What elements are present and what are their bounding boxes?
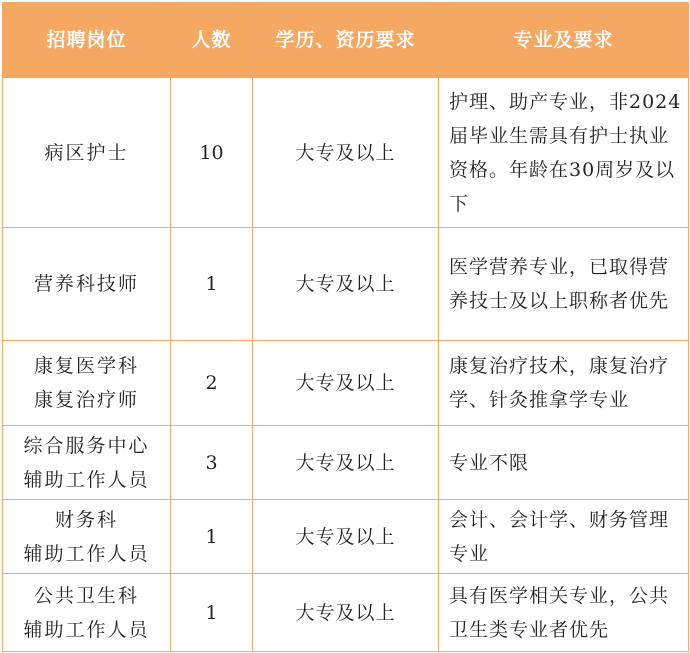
position-cell xyxy=(3,341,171,426)
header-row xyxy=(3,3,689,78)
count-cell: 1 xyxy=(171,574,253,652)
header-requirement: 专业及要求 xyxy=(439,3,689,78)
education-cell: 大专及以上 xyxy=(253,341,439,426)
table-row xyxy=(3,574,689,652)
position-cell xyxy=(3,574,171,652)
count-cell: 10 xyxy=(171,78,253,228)
position-title: 辅助工作人员 xyxy=(23,542,150,565)
count-cell: 3 xyxy=(171,426,253,500)
education-cell: 大专及以上 xyxy=(253,574,439,652)
recruitment-table xyxy=(2,2,689,652)
requirement-cell: 医学营养专业，已取得营养技士及以上职称者优先 xyxy=(439,228,689,341)
position-title: 辅助工作人员 xyxy=(23,618,150,641)
education-cell: 大专及以上 xyxy=(253,228,439,341)
position-department: 财务科 xyxy=(54,508,118,531)
header-education: 学历、资历要求 xyxy=(253,3,439,78)
position-department: 公共卫生科 xyxy=(33,584,139,607)
position-title: 辅助工作人员 xyxy=(23,468,150,491)
table-row xyxy=(3,78,689,228)
requirement-cell: 会计、会计学、财务管理专业 xyxy=(439,500,689,574)
position-cell xyxy=(3,500,171,574)
requirement-cell: 康复治疗技术，康复治疗学、针灸推拿学专业 xyxy=(439,341,689,426)
table-row xyxy=(3,426,689,500)
position-cell xyxy=(3,426,171,500)
table-row xyxy=(3,500,689,574)
requirement-cell: 护理、助产专业，非2024届毕业生需具有护士执业资格。年龄在30周岁及以下 xyxy=(439,78,689,228)
table-row xyxy=(3,341,689,426)
table-body xyxy=(3,78,689,652)
position-title: 康复治疗师 xyxy=(33,389,139,411)
position-department: 综合服务中心 xyxy=(23,434,150,457)
education-cell: 大专及以上 xyxy=(253,500,439,574)
table-row xyxy=(3,228,689,341)
position-department: 康复医学科 xyxy=(33,355,139,377)
position-name: 病区护士 xyxy=(44,141,129,164)
position-name: 营养科技师 xyxy=(33,273,139,295)
position-cell xyxy=(3,78,171,228)
requirement-cell: 专业不限 xyxy=(439,426,689,500)
education-cell: 大专及以上 xyxy=(253,78,439,228)
header-count: 人数 xyxy=(171,3,253,78)
position-cell xyxy=(3,228,171,341)
table-header xyxy=(3,3,689,78)
count-cell: 1 xyxy=(171,228,253,341)
count-cell: 2 xyxy=(171,341,253,426)
count-cell: 1 xyxy=(171,500,253,574)
header-position: 招聘岗位 xyxy=(3,3,171,78)
education-cell: 大专及以上 xyxy=(253,426,439,500)
requirement-cell: 具有医学相关专业，公共卫生类专业者优先 xyxy=(439,574,689,652)
